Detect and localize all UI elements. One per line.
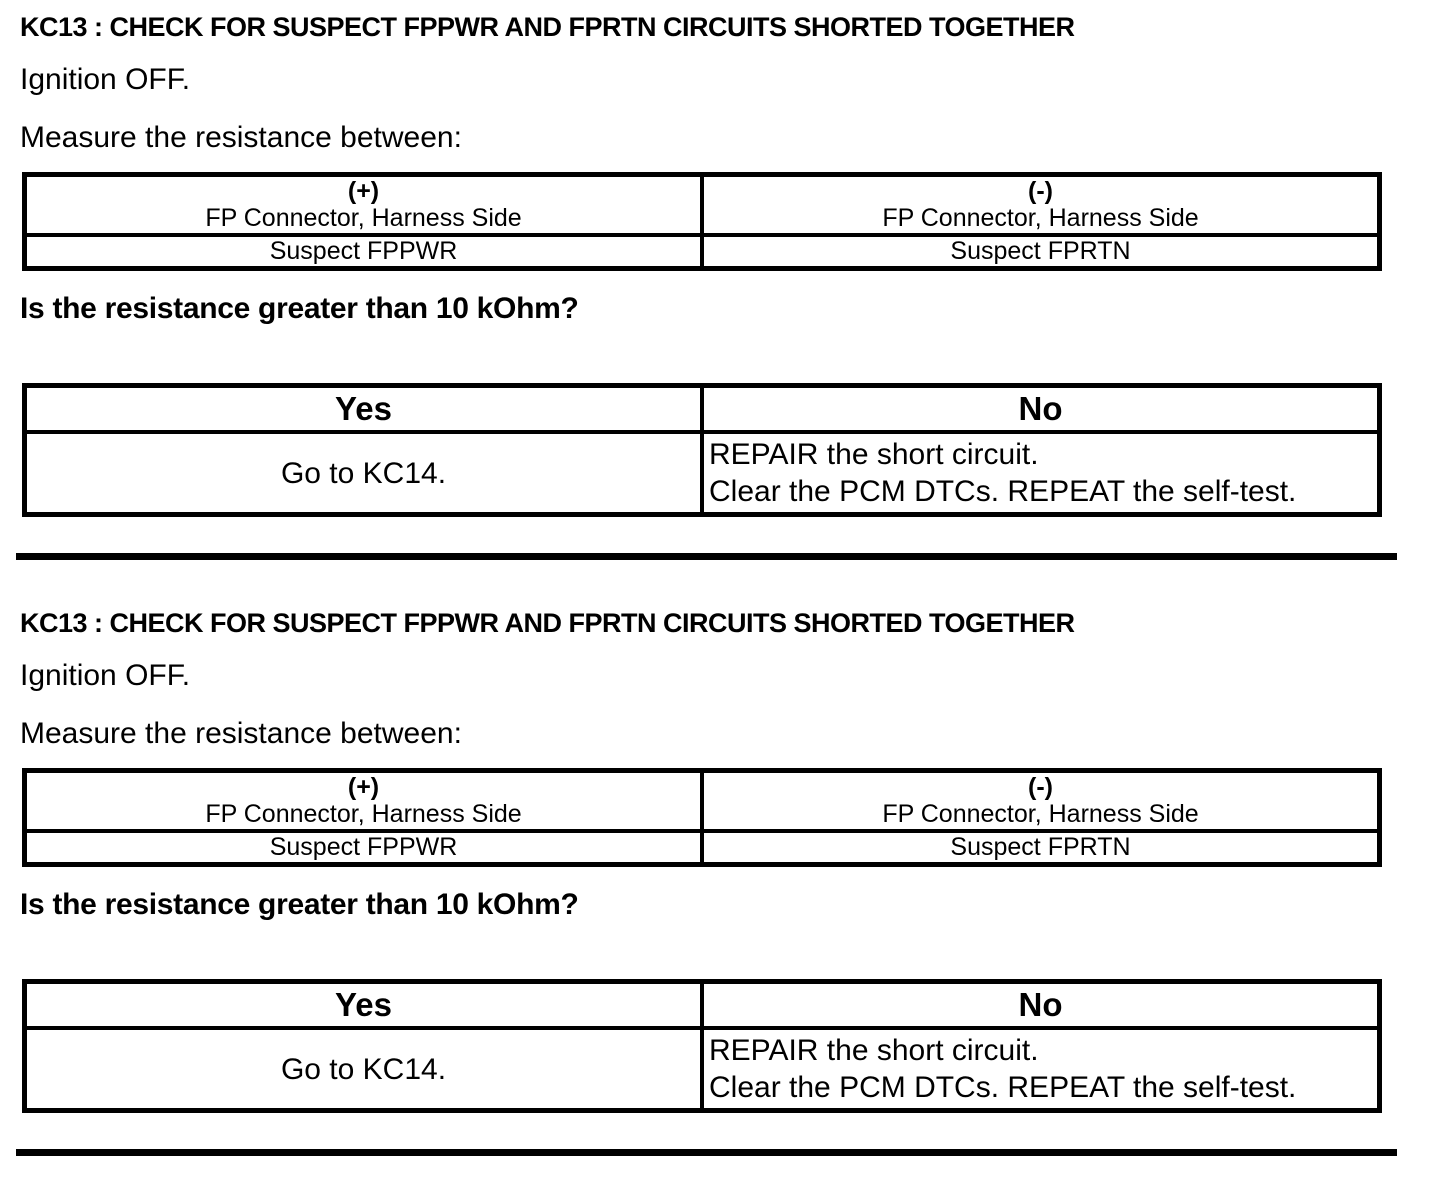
positive-circuit-cell: Suspect FPPWR bbox=[25, 831, 703, 865]
yes-header-cell: Yes bbox=[25, 386, 703, 433]
ignition-instruction: Ignition OFF. bbox=[20, 63, 191, 96]
decision-table bbox=[22, 979, 1382, 1113]
negative-lead-cell bbox=[702, 175, 1380, 236]
measurement-table bbox=[22, 768, 1382, 867]
yes-action-cell: Go to KC14. bbox=[25, 1028, 703, 1111]
ignition-instruction: Ignition OFF. bbox=[20, 659, 191, 692]
decision-action-row bbox=[25, 1028, 1380, 1111]
no-action-line: REPAIR the short circuit. bbox=[709, 1034, 1039, 1067]
measure-instruction: Measure the resistance between: bbox=[20, 121, 462, 154]
no-action-line: Clear the PCM DTCs. REPEAT the self-test. bbox=[709, 1071, 1297, 1104]
positive-connector-label: FP Connector, Harness Side bbox=[205, 800, 522, 828]
procedure-section bbox=[20, 608, 1420, 1156]
no-header-cell: No bbox=[702, 386, 1380, 433]
decision-table bbox=[22, 383, 1382, 517]
negative-polarity-label: (-) bbox=[1028, 773, 1053, 801]
positive-connector-label: FP Connector, Harness Side bbox=[205, 204, 522, 232]
decision-action-row bbox=[25, 432, 1380, 515]
negative-lead-cell bbox=[702, 771, 1380, 832]
measurement-table bbox=[22, 172, 1382, 271]
negative-connector-label: FP Connector, Harness Side bbox=[882, 204, 1199, 232]
positive-polarity-label: (+) bbox=[347, 773, 380, 801]
measurement-header-row bbox=[25, 771, 1380, 832]
negative-circuit-cell: Suspect FPRTN bbox=[702, 235, 1380, 269]
procedure-heading: KC13 : CHECK FOR SUSPECT FPPWR AND FPRTN CIRCUITS SHORTED TOGETHER bbox=[20, 12, 1075, 42]
positive-lead-cell bbox=[25, 175, 703, 236]
negative-connector-label: FP Connector, Harness Side bbox=[882, 800, 1199, 828]
measurement-header-row bbox=[25, 175, 1380, 236]
decision-header-row bbox=[25, 982, 1380, 1029]
procedure-section bbox=[20, 12, 1420, 560]
positive-circuit-cell: Suspect FPPWR bbox=[25, 235, 703, 269]
negative-polarity-label: (-) bbox=[1028, 177, 1053, 205]
measure-instruction: Measure the resistance between: bbox=[20, 717, 462, 750]
no-action-cell bbox=[702, 432, 1380, 515]
positive-lead-cell bbox=[25, 771, 703, 832]
resistance-question: Is the resistance greater than 10 kOhm? bbox=[20, 292, 579, 325]
procedure-heading: KC13 : CHECK FOR SUSPECT FPPWR AND FPRTN CIRCUITS SHORTED TOGETHER bbox=[20, 608, 1075, 638]
no-action-line: Clear the PCM DTCs. REPEAT the self-test. bbox=[709, 475, 1297, 508]
measurement-circuit-row bbox=[25, 235, 1380, 269]
resistance-question: Is the resistance greater than 10 kOhm? bbox=[20, 888, 579, 921]
document-page bbox=[0, 12, 1440, 1194]
positive-polarity-label: (+) bbox=[347, 177, 380, 205]
no-header-cell: No bbox=[702, 982, 1380, 1029]
no-action-line: REPAIR the short circuit. bbox=[709, 438, 1039, 471]
no-action-cell bbox=[702, 1028, 1380, 1111]
negative-circuit-cell: Suspect FPRTN bbox=[702, 831, 1380, 865]
yes-action-cell: Go to KC14. bbox=[25, 432, 703, 515]
measurement-circuit-row bbox=[25, 831, 1380, 865]
decision-header-row bbox=[25, 386, 1380, 433]
section-divider-rule bbox=[16, 1149, 1397, 1156]
yes-header-cell: Yes bbox=[25, 982, 703, 1029]
section-divider-rule bbox=[16, 553, 1397, 560]
